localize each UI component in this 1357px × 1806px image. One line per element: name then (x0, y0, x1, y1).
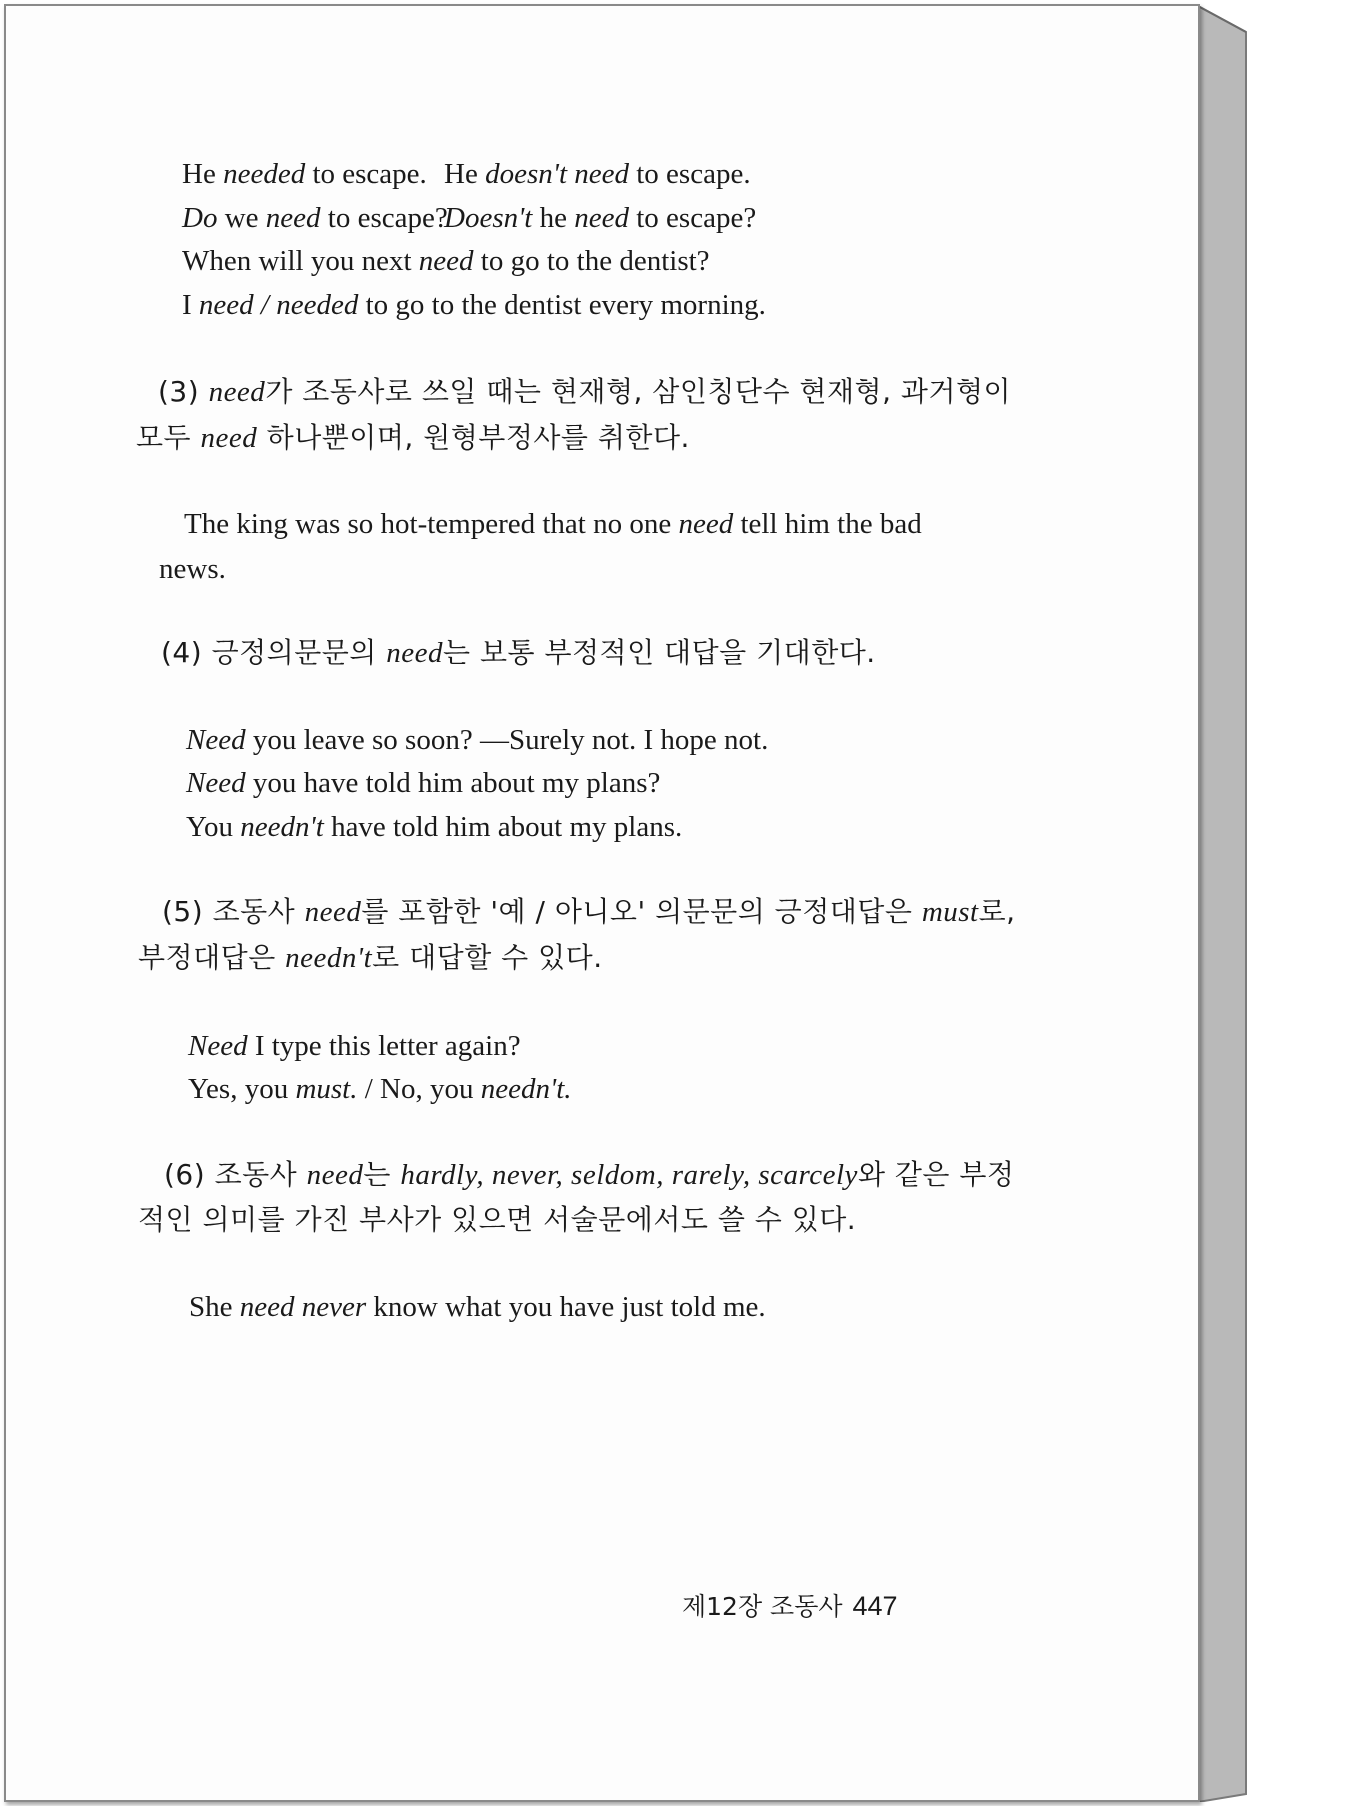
text: 로 대답할 수 있다. (372, 941, 603, 974)
book-page (4, 4, 1200, 1802)
section-number: (5) (162, 895, 213, 928)
text: When will you next (182, 245, 419, 277)
text: I type this letter again? (247, 1030, 521, 1062)
text-italic: needed (223, 158, 306, 190)
text: / No, you (357, 1073, 481, 1105)
text: we (217, 202, 266, 234)
text-italic: Doesn't (444, 202, 533, 234)
section-5-line-2 (138, 941, 603, 974)
text: news. (159, 553, 226, 585)
text-italic: Need (188, 1030, 248, 1062)
text: have told him about my plans. (323, 811, 683, 843)
text: tell him the bad (733, 508, 922, 540)
text-italic: needn't (240, 811, 324, 843)
text: to go to the dentist? (473, 245, 710, 277)
text: 는 보통 부정적인 대답을 기대한다. (443, 636, 876, 669)
example-3-line-2 (159, 555, 226, 584)
example-5-line-1 (188, 1032, 521, 1061)
text-italic: need (574, 202, 629, 234)
text-italic: need / needed (198, 289, 359, 321)
example-5-line-2 (188, 1075, 572, 1104)
example-line-3 (182, 247, 710, 276)
chapter-title: 제12장 조동사 (682, 1592, 843, 1621)
text-italic: need never (239, 1291, 367, 1323)
example-line-1b (444, 160, 751, 189)
text: She (189, 1291, 240, 1323)
text: I (182, 289, 199, 321)
section-4-line-1 (161, 636, 876, 669)
page-number: 447 (852, 1591, 898, 1621)
text: he (532, 202, 575, 234)
section-3-line-1 (158, 375, 1012, 408)
section-number: (3) (158, 375, 209, 408)
text-italic: needn't. (480, 1073, 572, 1105)
example-4-line-2 (186, 769, 660, 798)
text-italic: doesn't need (485, 158, 629, 190)
text-italic: Do (182, 202, 218, 234)
text-italic: need (304, 896, 362, 928)
text: The king was so hot-tempered that no one (184, 508, 679, 540)
text-italic: need (208, 376, 266, 408)
section-number: (6) (164, 1158, 215, 1191)
text-italic: need (265, 202, 321, 234)
text: He (182, 158, 224, 190)
text: 와 같은 부정 (857, 1158, 1015, 1191)
text: 조동사 (214, 1158, 307, 1191)
text-italic: need (200, 422, 258, 454)
text-italic: need (386, 637, 444, 669)
example-6-line-1 (189, 1293, 766, 1322)
text-italic: hardly, never, seldom, rarely, scarcely (400, 1159, 858, 1191)
text-italic: must (921, 896, 979, 928)
text: He (444, 158, 486, 190)
text-italic: need (418, 245, 474, 277)
text: 적인 의미를 가진 부사가 있으면 서술문에서도 쓸 수 있다. (138, 1203, 857, 1236)
text: to escape. (305, 158, 427, 190)
example-line-2b (444, 204, 756, 233)
text: 를 포함한 '예 / 아니오' 의문문의 긍정대답은 (361, 895, 922, 928)
text: You (186, 811, 241, 843)
text: to escape. (629, 158, 751, 190)
example-3-line-1 (184, 510, 922, 539)
text: to escape? (628, 202, 757, 234)
example-4-line-1 (186, 726, 768, 755)
text: 하나뿐이며, 원형부정사를 취한다. (257, 421, 690, 454)
text: know what you have just told me. (366, 1291, 766, 1323)
text: you have told him about my plans? (245, 767, 661, 799)
text: 는 (363, 1158, 401, 1191)
text: you leave so soon? —Surely not. I hope not. (245, 724, 769, 756)
text-italic: need (678, 508, 734, 540)
section-6-line-1 (164, 1158, 1015, 1191)
text: 부정대답은 (138, 941, 286, 974)
example-line-4 (182, 291, 766, 320)
book-spine (1198, 6, 1254, 1802)
text: 가 조동사로 쓰일 때는 현재형, 삼인칭단수 현재형, 과거형이 (265, 375, 1012, 408)
text-italic: Need (186, 767, 246, 799)
text-italic: Need (186, 724, 246, 756)
example-4-line-3 (186, 813, 682, 842)
example-line-1a (182, 160, 427, 189)
section-number: (4) (161, 636, 212, 669)
text: to go to the dentist every morning. (358, 289, 766, 321)
text: 조동사 (212, 895, 305, 928)
text: 모두 (136, 421, 201, 454)
section-3-line-2 (136, 421, 690, 454)
page-footer (682, 1587, 898, 1623)
text-italic: must. (295, 1073, 358, 1105)
text-italic: needn't (285, 942, 373, 974)
text: Yes, you (188, 1073, 296, 1105)
text: 로, (978, 895, 1016, 928)
section-5-line-1 (162, 895, 1016, 928)
example-line-2a (182, 204, 448, 233)
text: to escape? (320, 202, 448, 234)
text-italic: need (306, 1159, 364, 1191)
text: 긍정의문문의 (211, 636, 387, 669)
section-6-line-2 (138, 1203, 857, 1236)
